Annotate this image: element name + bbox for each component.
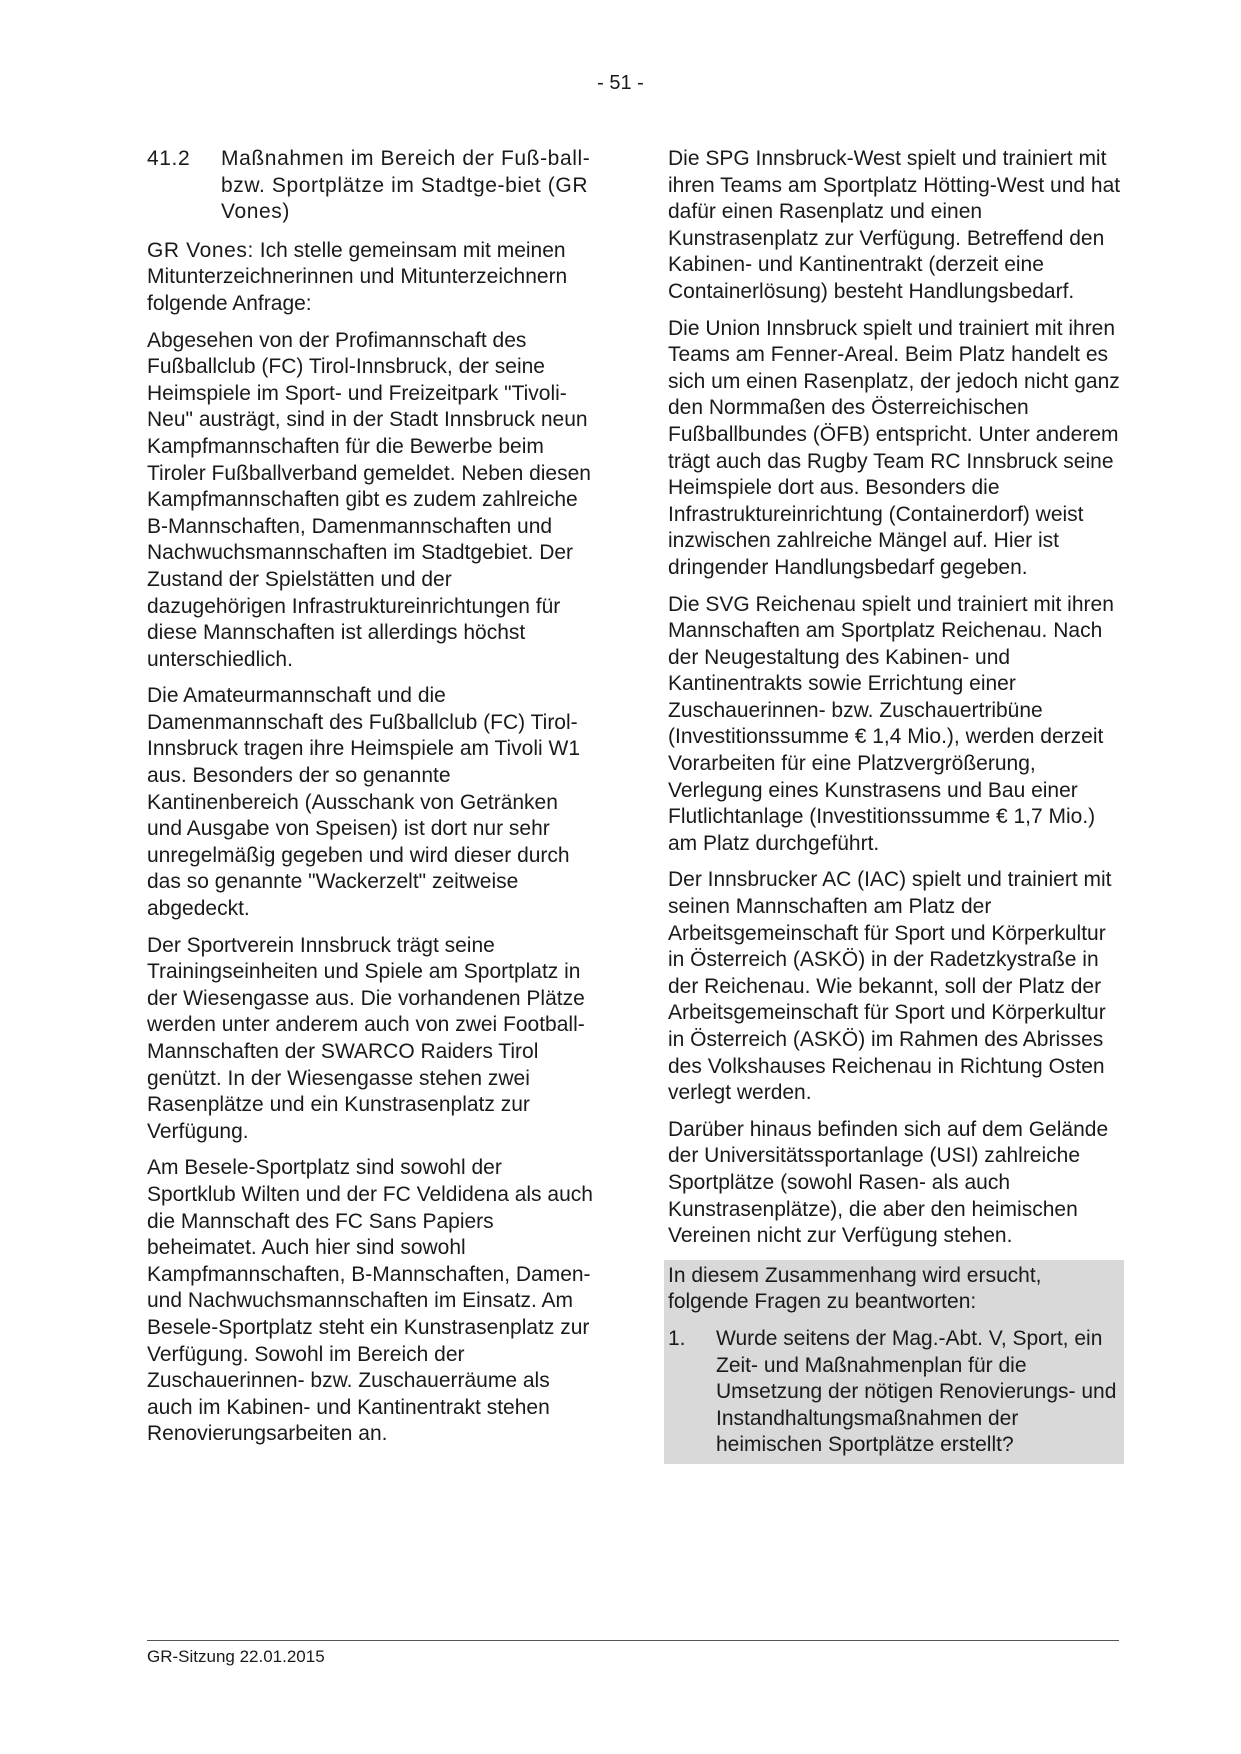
- paragraph: Die SVG Reichenau spielt und trainiert mit ihren Mannschaften am Sportplatz Reichenau. Nach der Neugestaltung des Kabinen- und Kantinentrakts sowie Errichtung einer Zuschauerinnen- bzw. Zuschauertribüne (Investitionssumme € 1,4 Mio.), werden derzeit Vorarbeiten für eine Platzvergrößerung, Verlegung eines Kunstrasens und Bau einer Flutlichtanlage (Investitionssumme € 1,7 Mio.) am Platz durchgeführt.: [668, 592, 1114, 855]
- paragraph: Der Innsbrucker AC (IAC) spielt und trainiert mit seinen Mannschaften am Platz der Arbeitsgemeinschaft für Sport und Körperkultur in Österreich (ASKÖ) in der Radetzkystraße in der Reichenau. Wie bekannt, soll der Platz der Arbeitsgemeinschaft für Sport und Körperkultur in Österreich (ASKÖ) im Rahmen des Abrisses des Volkshauses Reichenau in Richtung Osten verlegt werden.: [668, 868, 1112, 1105]
- section-heading: [147, 146, 595, 226]
- section-number: 41.2: [147, 147, 191, 170]
- paragraph: Die Union Innsbruck spielt und trainiert mit ihren Teams am Fenner-Areal. Beim Platz handelt es sich um einen Rasenplatz, der jedoch nicht ganz den Normmaßen des Österreichischen Fußballbundes (ÖFB) entspricht. Unter anderem trägt auch das Rugby Team RC Innsbruck seine Heimspiele dort aus. Besonders die Infrastruktureinrichtung (Containerdorf) weist inzwischen zahlreiche Mängel auf. Hier ist dringender Handlungsbedarf gegeben.: [668, 316, 1120, 579]
- paragraph: Abgesehen von der Profimannschaft des Fußballclub (FC) Tirol-Innsbruck, der seine Heimspiele im Sport- und Freizeitpark "Tivoli-Neu" austrägt, sind in der Stadt Innsbruck neun Kampfmannschaften für die Bewerbe beim Tiroler Fußballverband gemeldet. Neben diesen Kampfmannschaften gibt es zudem zahlreiche B-Mannschaften, Damenmannschaften und Nachwuchsmannschaften im Stadtgebiet. Der Zustand der Spielstätten und der dazugehörigen Infrastruktureinrichtungen für diese Mannschaften ist allerdings höchst unterschiedlich.: [147, 328, 591, 671]
- question-text: Wurde seitens der Mag.-Abt. V, Sport, ein Zeit- und Maßnahmenplan für die Umsetzung der nötigen Renovierungs- und Instandhaltungsmaßnahmen der heimischen Sportplätze erstellt?: [716, 1326, 1117, 1457]
- intro-text: Ich stelle gemeinsam mit meinen Mitunterzeichnerinnen und Mitunterzeichnern folgende Anfrage:: [147, 238, 568, 315]
- left-column: [147, 146, 595, 1458]
- right-column: [668, 146, 1124, 1464]
- paragraph: Darüber hinaus befinden sich auf dem Gelände der Universitätssportanlage (USI) zahlreiche Sportplätze (sowohl Rasen- als auch Kunstrasenplätze), die aber den heimischen Vereinen nicht zur Verfügung stehen.: [668, 1117, 1109, 1248]
- footer-rule: [147, 1640, 1119, 1641]
- paragraph: Die Amateurmannschaft und die Damenmannschaft des Fußballclub (FC) Tirol-Innsbruck tragen ihre Heimspiele am Tivoli W1 aus. Besonders der so genannte Kantinenbereich (Ausschank von Getränken und Ausgabe von Speisen) ist dort nur sehr unregelmäßig gegeben und wird dieser durch das so genannte "Wackerzelt" zeitweise abgedeckt.: [147, 684, 581, 921]
- footer-text: GR-Sitzung 22.01.2015: [147, 1647, 325, 1666]
- speaker-name: GR Vones:: [147, 238, 254, 262]
- question-intro: In diesem Zusammenhang wird ersucht, folgende Fragen zu beantworten:: [668, 1263, 1042, 1314]
- question-number: 1.: [668, 1326, 686, 1350]
- page-number: - 51 -: [597, 72, 644, 94]
- paragraph: Die SPG Innsbruck-West spielt und trainiert mit ihren Teams am Sportplatz Hötting-West und hat dafür einen Rasenplatz und einen Kunstrasenplatz zur Verfügung. Betreffend den Kabinen- und Kantinentrakt (derzeit eine Containerlösung) besteht Handlungsbedarf.: [668, 147, 1121, 303]
- intro-paragraph: [147, 238, 595, 318]
- paragraph: Am Besele-Sportplatz sind sowohl der Sportklub Wilten und der FC Veldidena als auch die Mannschaft des FC Sans Papiers beheimatet. Auch hier sind sowohl Kampfmannschaften, B-Mannschaften, Damen- und Nachwuchsmannschaften im Einsatz. Am Besele-Sportplatz steht ein Kunstrasenplatz zur Verfügung. Sowohl im Bereich der Zuschauerinnen- bzw. Zuschauerräume als auch im Kabinen- und Kantinentrakt stehen Renovierungsarbeiten an.: [147, 1156, 593, 1446]
- paragraph: Der Sportverein Innsbruck trägt seine Trainingseinheiten und Spiele am Sportplatz in der Wiesengasse aus. Die vorhandenen Plätze werden unter anderem auch von zwei Football-Mannschaften der SWARCO Raiders Tirol genützt. In der Wiesengasse stehen zwei Rasenplätze und ein Kunstrasenplatz zur Verfügung.: [147, 933, 585, 1143]
- section-title: Maßnahmen im Bereich der Fuß-ball- bzw. Sportplätze im Stadtge-biet (GR Vones): [221, 147, 591, 224]
- question-box: [664, 1260, 1124, 1464]
- question-item: [668, 1326, 1124, 1459]
